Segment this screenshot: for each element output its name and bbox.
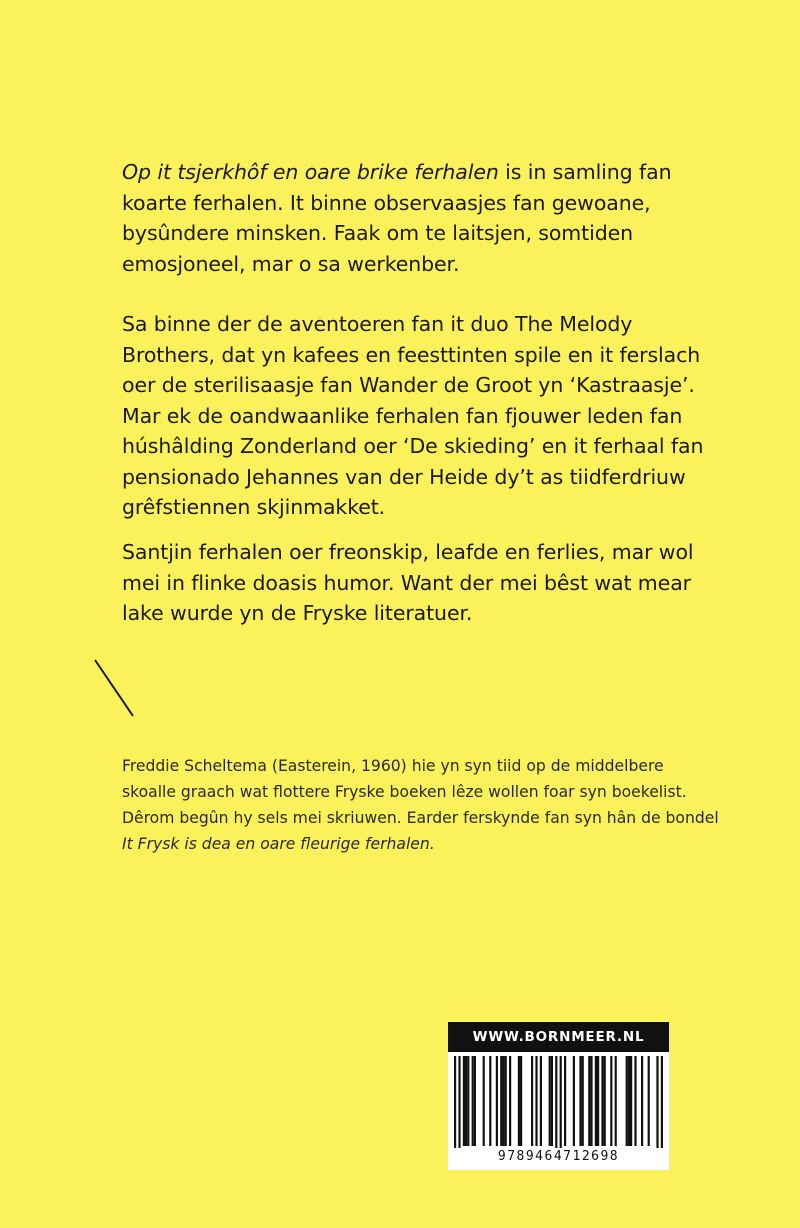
- barcode-bar: [588, 1056, 590, 1146]
- barcode-bar: [628, 1056, 630, 1146]
- barcode-bar: [531, 1056, 533, 1146]
- barcode-bar: [641, 1056, 643, 1146]
- book-title: Op it tsjerkhôf en oare brike ferhalen: [122, 160, 499, 184]
- barcode-bar: [520, 1056, 522, 1146]
- barcode-bar: [500, 1056, 502, 1146]
- author-bio: [122, 753, 722, 857]
- barcode-bar: [458, 1056, 460, 1150]
- barcode-bar: [560, 1056, 562, 1150]
- barcode-bar: [518, 1056, 520, 1146]
- barcode-bar: [505, 1056, 507, 1146]
- barcode-bar: [573, 1056, 575, 1146]
- barcode-bar: [549, 1056, 551, 1146]
- barcode-bar: [597, 1056, 599, 1146]
- isbn-number: 9789464712698: [448, 1148, 669, 1166]
- blurb-paragraph-3: Santjin ferhalen oer freonskip, leafde en ferlies, mar wol mei in flinke doasis humor. Want der mei bêst wat mear lake wurde yn de Fryske literatuer.: [122, 540, 694, 625]
- barcode-bar: [463, 1056, 465, 1146]
- previous-book-title: It Frysk is dea en oare fleurige ferhalen.: [122, 835, 435, 853]
- barcode-bar: [595, 1056, 597, 1146]
- blurb-paragraph-1: [122, 157, 722, 279]
- barcode-block: [448, 1022, 669, 1170]
- barcode-bar: [465, 1056, 467, 1146]
- barcode-bar: [601, 1056, 603, 1146]
- barcode-bar: [483, 1056, 485, 1146]
- barcode-bar: [454, 1056, 456, 1150]
- barcode-bar: [661, 1056, 663, 1150]
- barcode-bar: [610, 1056, 612, 1146]
- blurb-paragraph-2: Sa binne der de aventoeren fan it duo The Melody Brothers, dat yn kafees en feesttinten spile en it ferslach oer de sterilisaasje fan Wander de Groot yn ‘Kastraasje’. Mar ek de oandwaanlike ferhalen fan fjouwer leden fan húshâlding Zonderland oer ‘De skieding’ en it ferhaal fan pensionado Jehannes van der Heide dy’t as tiidferdriuw grêfstiennen skjinmakket.: [122, 312, 704, 519]
- barcode-bar: [555, 1056, 557, 1150]
- barcode-bar: [489, 1056, 491, 1146]
- barcode-bar: [496, 1056, 498, 1146]
- barcode-bar: [615, 1056, 617, 1146]
- barcode-bar: [626, 1056, 628, 1146]
- barcode-icon: [448, 1052, 669, 1150]
- barcode-bar: [604, 1056, 606, 1146]
- barcode-bar: [535, 1056, 537, 1146]
- author-bio-text: Freddie Scheltema (Easterein, 1960) hie yn syn tiid op de middelbere skoalle graach wat flottere Fryske boeken lêze wollen foar syn boekelist. Dêrom begûn hy sels mei skriuwen. Earder ferskynde fan syn hân de bondel: [122, 757, 719, 827]
- slash-divider-icon: [92, 657, 138, 719]
- barcode-bar: [467, 1056, 469, 1146]
- barcode-bar: [474, 1056, 476, 1146]
- barcode-bar: [582, 1056, 584, 1146]
- barcode-bar: [590, 1056, 592, 1146]
- barcode-bar: [540, 1056, 542, 1146]
- blurb-paragraph-1-text: is in samling fan koarte ferhalen. It binne observaasjes fan gewoane, bysûndere minsken. Faak om te laitsjen, somtiden emosjoneel, mar o sa werkenber.: [122, 160, 672, 276]
- barcode-bar: [502, 1056, 504, 1146]
- barcode-bar: [634, 1056, 636, 1146]
- publisher-website: WWW.BORNMEER.NL: [448, 1022, 669, 1052]
- barcode-bar: [630, 1056, 632, 1146]
- barcode-bar: [551, 1056, 553, 1146]
- barcode-bar: [579, 1056, 581, 1146]
- barcode-bar: [648, 1056, 650, 1146]
- barcode-bar: [509, 1056, 511, 1146]
- barcode-bar: [656, 1056, 658, 1150]
- barcode-bar: [472, 1056, 474, 1146]
- barcode-bar: [564, 1056, 566, 1146]
